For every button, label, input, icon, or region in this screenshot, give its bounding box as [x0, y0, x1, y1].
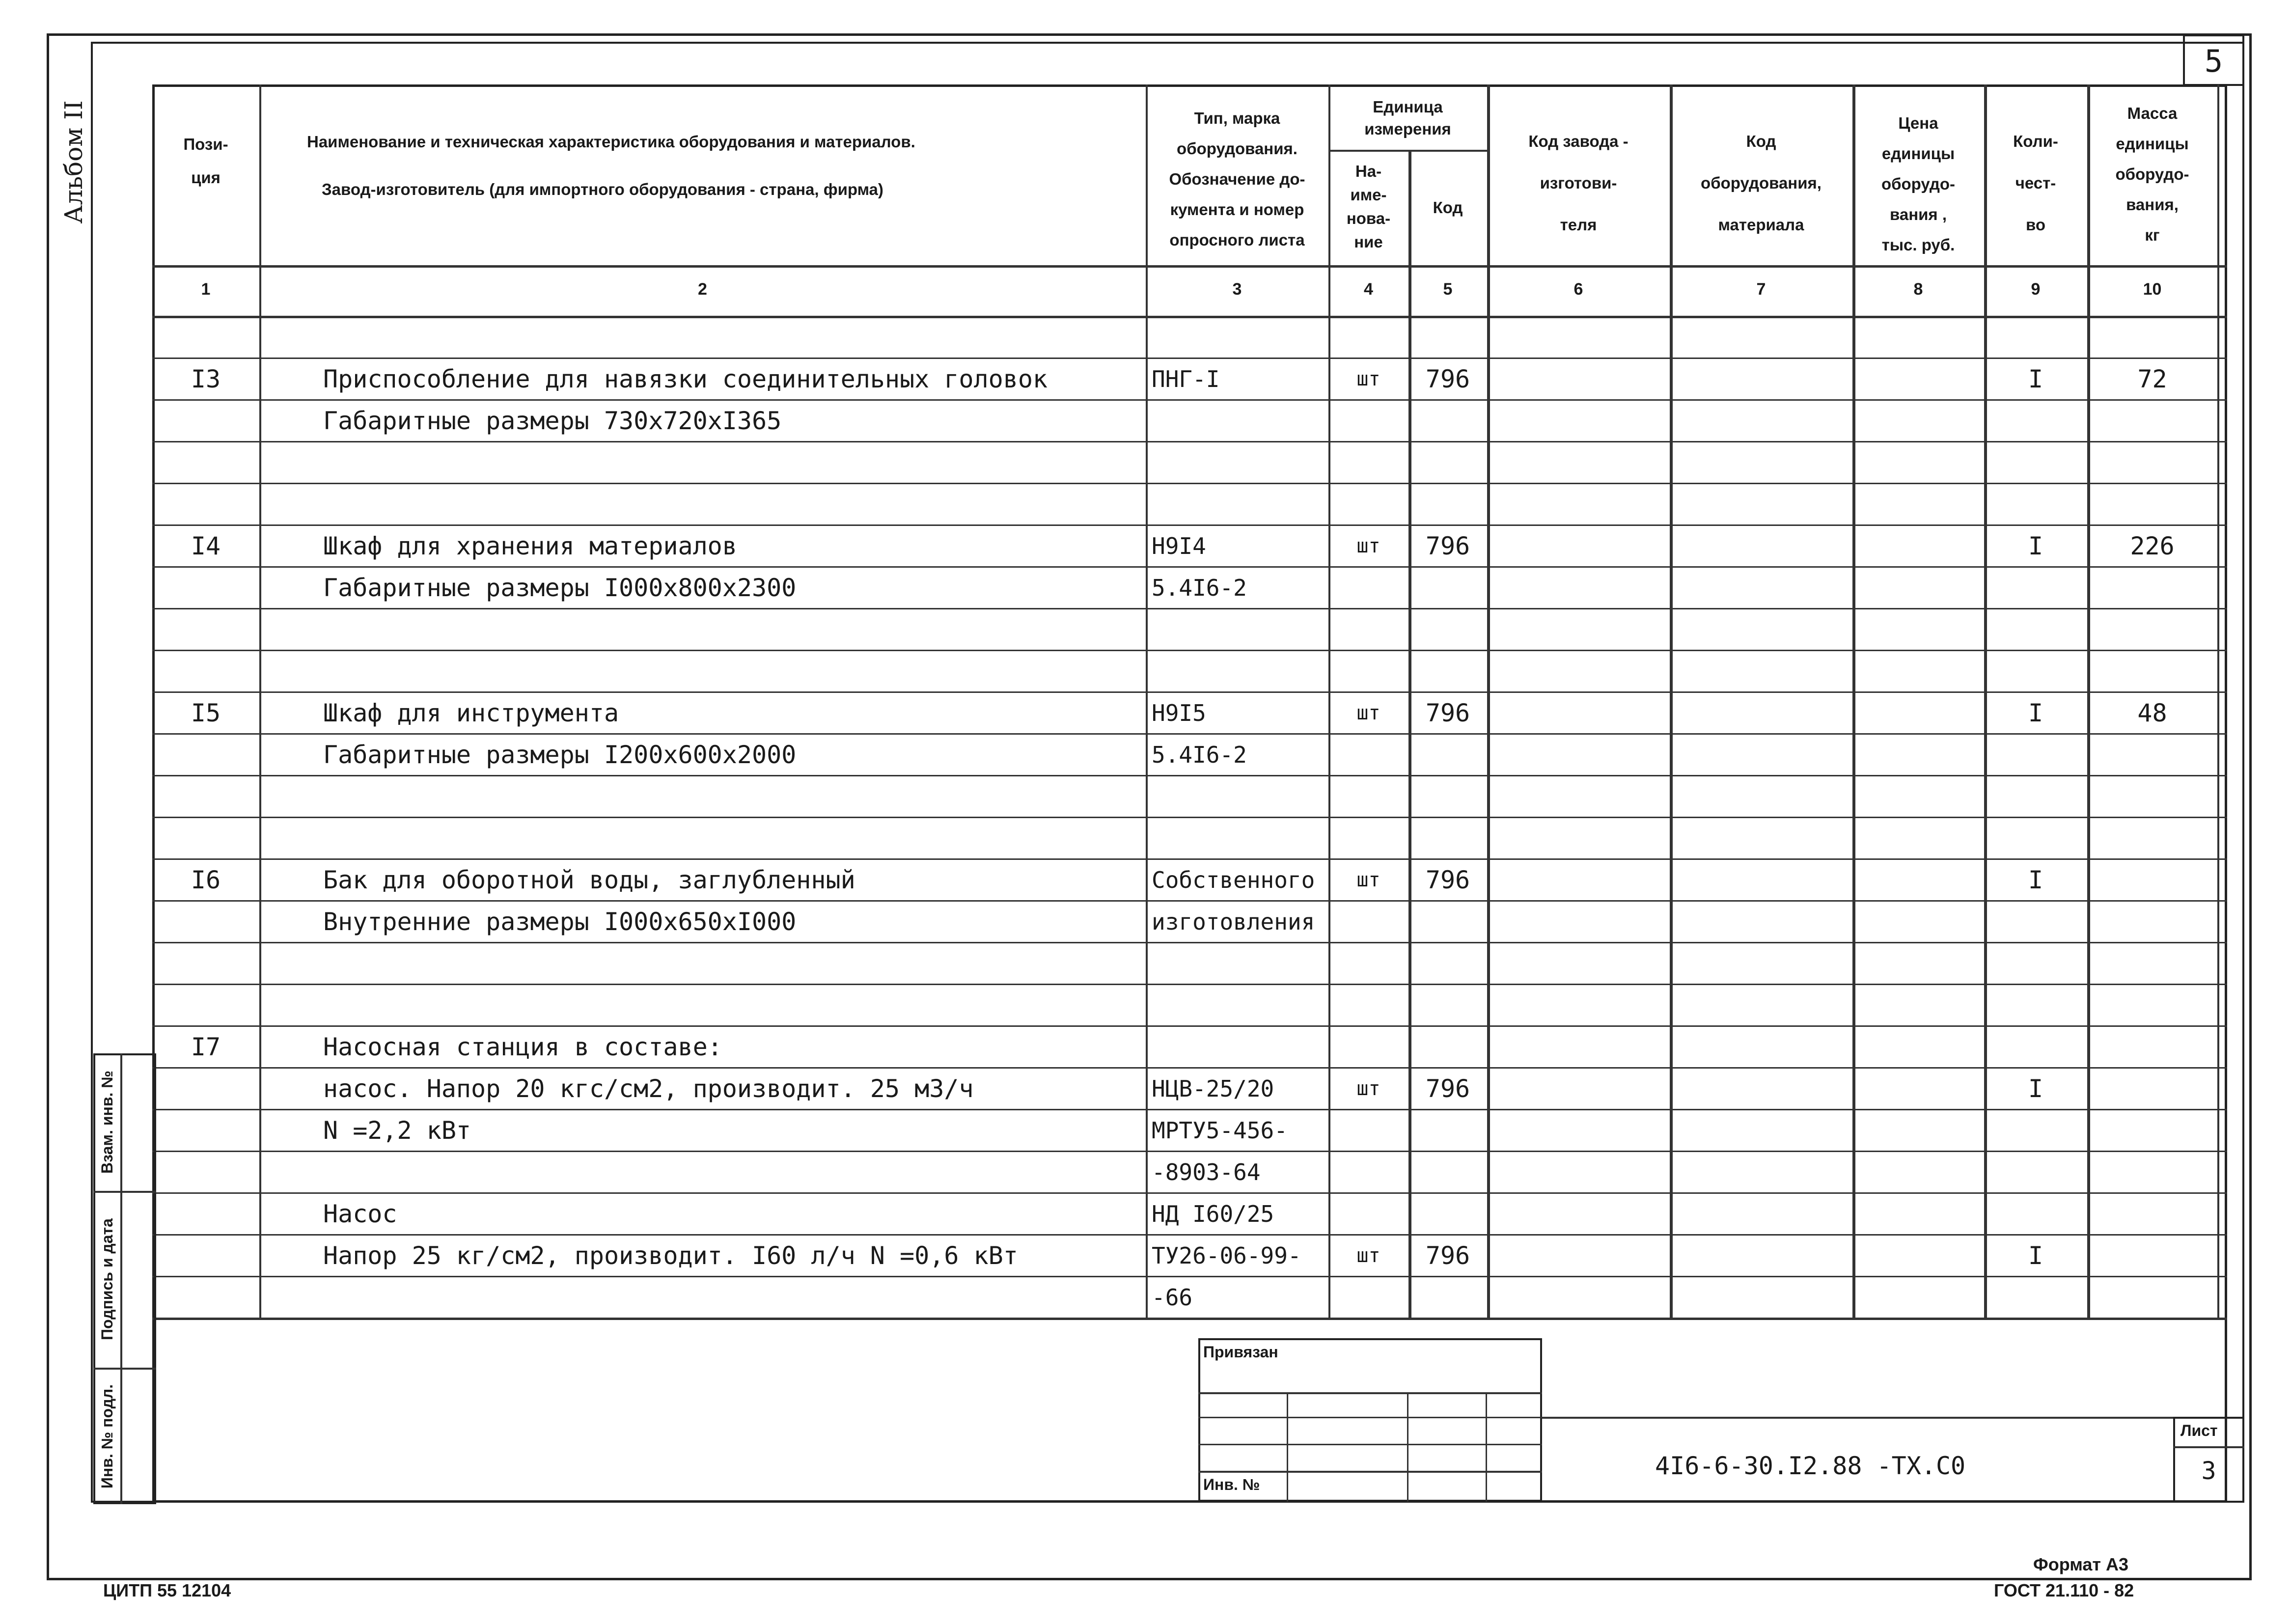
cell-mass: 48 — [2137, 699, 2167, 727]
side-stamp-vzam: Взам. инв. № — [98, 1071, 116, 1174]
cell-mass: 226 — [2130, 532, 2175, 560]
row-rule — [152, 691, 2227, 693]
cell-type-mark: -66 — [1152, 1284, 1193, 1311]
column-number-1: 1 — [201, 280, 211, 299]
header-bottom-rule — [152, 265, 2227, 268]
header-col-1: Пози- ция — [183, 135, 228, 187]
side-stamp-inv-podl: Инв. № подл. — [98, 1384, 116, 1489]
header-col-7: Код оборудования, материала — [1701, 132, 1822, 234]
cell-description: N =2,2 кВт — [323, 1116, 471, 1145]
col-line-10 — [2217, 84, 2219, 1318]
cell-type-mark: МРТУ5-456- — [1152, 1117, 1288, 1144]
list-label: Лист — [2181, 1422, 2218, 1439]
header-col-9: Коли- чест- во — [2013, 132, 2058, 234]
row-rule — [152, 817, 2227, 818]
side-stamp-podpis: Подпись и дата — [98, 1218, 116, 1340]
cell-description: Внутренние размеры I000х650хI000 — [323, 908, 797, 936]
cell-type-mark: -8903-64 — [1152, 1159, 1261, 1185]
colnum-bottom-rule — [152, 316, 2227, 318]
cell-unit-name: шт — [1356, 535, 1380, 557]
cell-description: Шкаф для инструмента — [323, 699, 619, 727]
column-number-3: 3 — [1232, 280, 1242, 299]
row-rule — [152, 900, 2227, 902]
column-number-8: 8 — [1913, 280, 1923, 299]
cell-description: Габаритные размеры 730х720хI365 — [323, 407, 782, 435]
header-col-4: На- име- нова- ние — [1346, 162, 1391, 251]
cell-unit-code: 796 — [1425, 1241, 1470, 1270]
column-number-10: 10 — [2143, 280, 2162, 299]
cell-unit-name: шт — [1356, 1244, 1380, 1267]
cell-position: I5 — [191, 699, 221, 727]
row-rule — [152, 733, 2227, 735]
cell-unit-code: 796 — [1425, 1074, 1470, 1103]
row-rule — [152, 650, 2227, 651]
unit-header-split — [1328, 150, 1487, 152]
column-number-6: 6 — [1573, 280, 1583, 299]
row-rule — [152, 1109, 2227, 1110]
footer-left-code: ЦИТП 55 12104 — [103, 1580, 231, 1600]
title-block-top-rule — [1542, 1417, 2244, 1419]
row-rule — [152, 1192, 2227, 1194]
cell-description: Бак для оборотной воды, заглубленный — [323, 866, 856, 894]
column-number-4: 4 — [1364, 280, 1373, 299]
cell-description: Шкаф для хранения материалов — [323, 532, 737, 560]
col-line-7 — [1852, 84, 1855, 1318]
cell-description: Насосная станция в составе: — [323, 1033, 722, 1061]
col-line-1 — [259, 84, 261, 1318]
cell-unit-code: 796 — [1425, 699, 1470, 727]
cell-type-mark: Н9I4 — [1152, 533, 1206, 559]
inv-no-label: Инв. № — [1203, 1476, 1260, 1493]
cell-type-mark: изготовления — [1152, 908, 1315, 935]
cell-unit-name: шт — [1356, 869, 1380, 891]
cell-quantity: I — [2028, 1074, 2043, 1103]
row-rule — [152, 399, 2227, 401]
cell-unit-code: 796 — [1425, 365, 1470, 393]
privyazan-vline-2 — [1407, 1392, 1408, 1502]
cell-position: I7 — [191, 1033, 221, 1061]
header-col-2-line2: Завод-изготовитель (для импортного оборудования - страна, фирма) — [322, 180, 883, 198]
row-rule — [152, 984, 2227, 985]
column-number-2: 2 — [698, 280, 707, 299]
cell-type-mark: ТУ26-06-99- — [1152, 1242, 1301, 1269]
cell-position: I3 — [191, 365, 221, 393]
row-rule — [152, 1276, 2227, 1277]
side-stamp-rule-1 — [93, 1191, 156, 1193]
cell-type-mark: НЦВ-25/20 — [1152, 1075, 1274, 1102]
sheet-number-top: 5 — [2204, 43, 2223, 79]
header-col-6: Код завода - изготови- теля — [1528, 132, 1629, 234]
footer-format: Формат А3 — [2033, 1554, 2129, 1574]
cell-description: Габаритные размеры I000х800х2300 — [323, 574, 797, 602]
header-col-2-line1: Наименование и техническая характеристика оборудования и материалов. — [307, 133, 915, 151]
cell-quantity: I — [2028, 532, 2043, 560]
row-rule — [152, 1067, 2227, 1069]
cell-description: насос. Напор 20 кгс/см2, производит. 25 м3/ч — [323, 1074, 974, 1103]
header-col-10: Масса единицы оборудо- вания, кг — [2115, 104, 2189, 244]
cell-unit-name: шт — [1356, 1077, 1380, 1100]
side-stamp-divider — [120, 1053, 122, 1504]
cell-description: Приспособление для навязки соединительных головок — [323, 365, 1048, 393]
column-number-9: 9 — [2031, 280, 2041, 299]
cell-position: I6 — [191, 866, 221, 894]
cell-description: Габаритные размеры I200х600х2000 — [323, 741, 797, 769]
privyazan-label: Привязан — [1203, 1343, 1278, 1361]
row-rule — [152, 358, 2227, 359]
cell-description: Насос — [323, 1200, 397, 1228]
column-number-5: 5 — [1443, 280, 1453, 299]
column-number-7: 7 — [1756, 280, 1766, 299]
cell-unit-code: 796 — [1425, 866, 1470, 894]
document-code: 4I6-6-30.I2.88 -ТХ.С0 — [1655, 1452, 1966, 1480]
album-label: Альбом II — [59, 100, 88, 224]
privyazan-vline-1 — [1287, 1392, 1288, 1502]
row-rule — [152, 441, 2227, 442]
list-box-rule — [2173, 1446, 2244, 1448]
row-rule — [152, 1234, 2227, 1236]
row-rule — [152, 1151, 2227, 1152]
list-number: 3 — [2201, 1457, 2216, 1485]
cell-type-mark: НД I60/25 — [1152, 1201, 1274, 1227]
cell-quantity: I — [2028, 365, 2043, 393]
row-rule — [152, 608, 2227, 609]
col-line-2 — [1146, 84, 1148, 1318]
privyazan-vline-3 — [1486, 1392, 1487, 1502]
footer-gost: ГОСТ 21.110 - 82 — [1994, 1580, 2134, 1600]
header-col-45: Единица измерения — [1364, 98, 1451, 138]
privyazan-rule-4 — [1198, 1471, 1542, 1473]
cell-quantity: I — [2028, 699, 2043, 727]
header-col-8: Цена единицы оборудо- вания , тыс. руб. — [1881, 114, 1956, 254]
cell-unit-name: шт — [1356, 702, 1380, 724]
cell-position: I4 — [191, 532, 221, 560]
cell-type-mark: Собственного — [1152, 867, 1315, 893]
cell-type-mark: 5.4I6-2 — [1152, 575, 1247, 601]
header-col-3: Тип, марка оборудования. Обозначение до- кумента и номер опросного листа — [1169, 109, 1305, 249]
privyazan-rule-2 — [1198, 1417, 1542, 1418]
cell-type-mark: 5.4I6-2 — [1152, 742, 1247, 768]
cell-quantity: I — [2028, 1241, 2043, 1270]
col-line-5 — [1487, 84, 1490, 1318]
col-line-6 — [1670, 84, 1673, 1318]
cell-type-mark: Н9I5 — [1152, 700, 1206, 726]
row-rule — [152, 566, 2227, 568]
table-body-bottom-rule — [152, 1318, 2227, 1320]
row-rule — [152, 858, 2227, 860]
row-rule — [152, 775, 2227, 776]
cell-unit-code: 796 — [1425, 532, 1470, 560]
row-rule — [152, 483, 2227, 484]
privyazan-rule-3 — [1198, 1444, 1542, 1445]
cell-description: Напор 25 кг/см2, производит. I60 л/ч N =0,6 кВт — [323, 1241, 1018, 1270]
cell-mass: 72 — [2137, 365, 2167, 393]
header-col-5: Код — [1433, 198, 1463, 217]
cell-unit-name: шт — [1356, 368, 1380, 390]
privyazan-rule-1 — [1198, 1392, 1542, 1394]
cell-type-mark: ПНГ-I — [1152, 366, 1220, 392]
row-rule — [152, 1025, 2227, 1027]
cell-quantity: I — [2028, 866, 2043, 894]
row-rule — [152, 942, 2227, 943]
row-rule — [152, 524, 2227, 526]
